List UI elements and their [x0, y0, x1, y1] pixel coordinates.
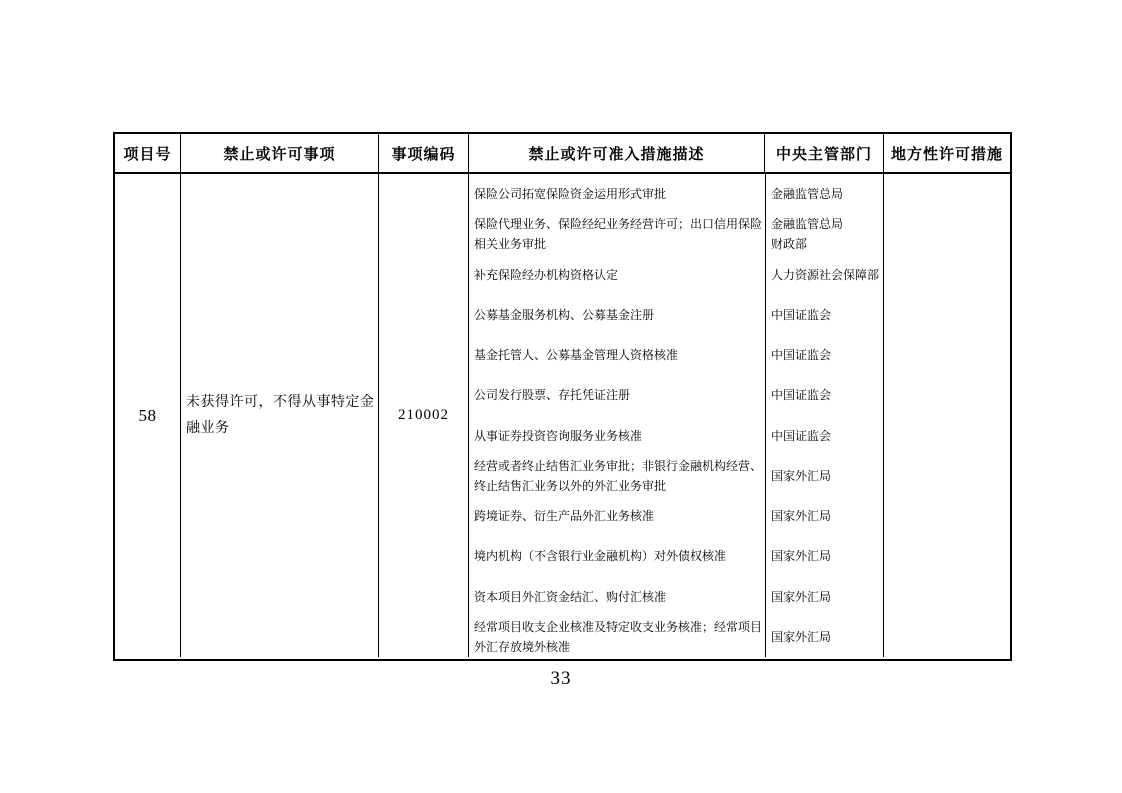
measure-description: 保险公司拓宽保险资金运用形式审批: [474, 187, 667, 202]
department-line: 金融监管总局: [771, 217, 844, 232]
department-line: 中国证监会: [771, 428, 832, 443]
department-line: 中国证监会: [771, 307, 832, 322]
department-line: 人力资源社会保障部: [771, 267, 880, 282]
measure-description: 保险代理业务、保险经纪业务经营许可；出口信用保险相关业务审批: [474, 217, 763, 252]
header-item-code: 事项编码: [378, 134, 468, 172]
cell-local-measures: [883, 174, 1010, 657]
department-line: 财政部: [771, 237, 808, 252]
cell-item-code: 210002: [378, 174, 468, 657]
measure-row: [469, 577, 883, 617]
measure-row: [469, 335, 883, 375]
item-text: 未获得许可，不得从事特定金融业务: [186, 394, 375, 436]
measure-department: [765, 577, 883, 617]
department-line: 国家外汇局: [771, 468, 832, 483]
measure-department: [765, 174, 883, 214]
page-number: 33: [550, 668, 572, 689]
measure-department: [765, 255, 883, 295]
measure-description: 公募基金服务机构、公募基金注册: [474, 307, 655, 322]
measure-department: [765, 496, 883, 536]
measure-description: 境内机构（不含银行业金融机构）对外债权核准: [474, 549, 727, 564]
measure-row: [469, 496, 883, 536]
measure-description: 经常项目收支企业核准及特定收支业务核准；经常项目外汇存放境外核准: [474, 619, 763, 654]
department-line: 国家外汇局: [771, 509, 832, 524]
measure-row: [469, 536, 883, 576]
measure-row: [469, 174, 883, 214]
measure-description: 公司发行股票、存托凭证注册: [474, 388, 631, 403]
measure-description: 基金托管人、公募基金管理人资格核准: [474, 348, 679, 363]
measure-row: [469, 456, 883, 496]
header-central-dept: 中央主管部门: [764, 134, 883, 172]
department-line: 中国证监会: [771, 348, 832, 363]
measure-row: [469, 375, 883, 415]
measure-department: [765, 295, 883, 335]
department-line: 国家外汇局: [771, 549, 832, 564]
measures-list: [468, 174, 883, 657]
cell-item: [180, 174, 378, 657]
measure-description: 跨境证券、衍生产品外汇业务核准: [474, 509, 655, 524]
header-item: 禁止或许可事项: [180, 134, 378, 172]
table-body-row: [115, 174, 1010, 657]
measure-row: [469, 255, 883, 295]
department-line: 国家外汇局: [771, 629, 832, 644]
cell-project-no: 58: [138, 405, 157, 425]
header-project-no: 项目号: [123, 146, 172, 163]
measure-description: 经营或者终止结售汇业务审批；非银行金融机构经营、终止结售汇业务以外的外汇业务审批: [474, 458, 763, 493]
measures-table: [113, 132, 1012, 661]
measure-department: [765, 214, 883, 254]
measure-row: [469, 214, 883, 254]
measure-description: 补充保险经办机构资格认定: [474, 267, 619, 282]
header-local-measures: 地方性许可措施: [883, 134, 1010, 172]
department-line: 国家外汇局: [771, 589, 832, 604]
measure-description: 从事证券投资咨询服务业务核准: [474, 428, 643, 443]
measure-department: [765, 335, 883, 375]
measure-row: [469, 617, 883, 657]
department-line: 金融监管总局: [771, 187, 844, 202]
measure-description: 资本项目外汇资金结汇、购付汇核准: [474, 589, 667, 604]
table-header-row: [115, 134, 1010, 174]
measure-row: [469, 416, 883, 456]
measure-department: [765, 617, 883, 657]
measure-department: [765, 375, 883, 415]
header-measure-desc: 禁止或许可准入措施描述: [468, 134, 764, 172]
measure-row: [469, 295, 883, 335]
measure-department: [765, 536, 883, 576]
measure-department: [765, 416, 883, 456]
measure-department: [765, 456, 883, 496]
department-line: 中国证监会: [771, 388, 832, 403]
